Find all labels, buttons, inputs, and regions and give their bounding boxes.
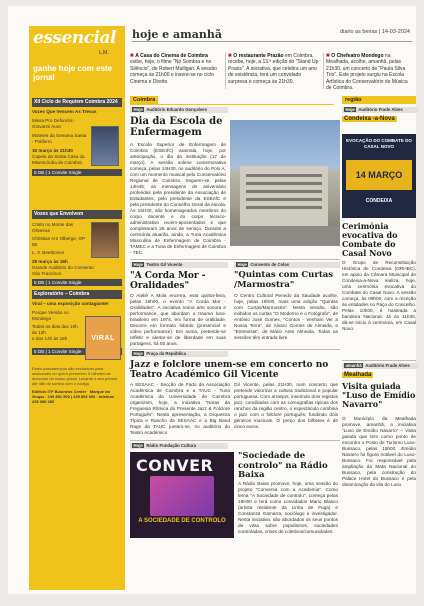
event-when: 29 março às 16h (32, 259, 68, 264)
time-tag: amanhã (345, 363, 362, 368)
article-body-left: A SESAAC - Secção de Fado da Associação Académica de Coimbra e a TAUC - Tuna Académica da Universidade de Coimbra organizam, hoje, a iniciativa "Notas da Freguesia Rítmica do Presente Jazz & Folclore Português". Nesta apresentação, a Orquestra Típica e Rancho da SESAAC e a Big Band Rags da TAUC juntam-se, no auditório do Teatro Académico (130, 382, 230, 435)
poster-title: CONVER (136, 456, 214, 475)
teaser-separator (323, 53, 324, 89)
poster-graphic (150, 476, 214, 516)
event-when: 16 março às 21h30 (32, 148, 73, 153)
coimbra-section-bar (130, 96, 334, 104)
header-rule (132, 41, 412, 42)
location-tag: Mealhada (344, 372, 372, 378)
list-item: e das 14h às 18h (32, 336, 68, 341)
list-item: Porque Versão no Mondego (32, 310, 69, 321)
article-label (130, 262, 228, 268)
poster-subtitle: A SOCIEDADE DE CONTROLO (138, 518, 226, 524)
article-title: Jazz e folclore unem-se em concerto no Teatro Académico Gil Vicente (130, 360, 329, 380)
poster-date-block (346, 160, 412, 190)
list-item: Motetes da Semana Santa - Poliferro (32, 133, 87, 144)
time-tag: Hoje (133, 262, 143, 267)
masthead-tagline: ganhe hoje com este jornal (33, 64, 113, 82)
venue-tag: Auditório Frade Alves (365, 363, 410, 368)
page-title: hoje e amanhã (132, 28, 222, 41)
teaser-lead: O Chefeatro Mondego (331, 53, 384, 59)
article-label (130, 443, 228, 449)
time-tag: Hoje (237, 262, 247, 267)
teaser-separator (225, 53, 226, 89)
teaser-1: ■ A Casa do Cinema de Coimbra exibe, hoje, o filme "No Sombra e no Silêncio", de Robert Mulligan. A sessão começa às 21h00 e insere-se no ciclo Cinema e Direito. (130, 53, 217, 85)
article-body: O Grupo de Reconstituição Histórica de Condeixa (GRHBC), em apoio da Câmara Municipal de Condeixa-a-Nova realiza, hoje, uma cerimónia evocativa do Combate do Casal Novo. A sessão começa, às 09h00, com a receção às entidades no Paço do Concelho. Pelas 10h00, é hasteada a bandeira Nacional. Já às 11h30, dá-se início à cerimónia, em Casal Novo. (342, 260, 417, 331)
discount-strip: 5 DB | 1 Convite Single (32, 279, 122, 286)
event-where: Grande Auditório do Convento São Francisco (32, 265, 94, 276)
section-title: Exploratório – Coimbra (32, 290, 122, 299)
article-body-right: Gil Vicente, pelas 21H30, num concerto que pretende valorizar a cultura tradicional e popular portuguesa. Com arranjos, inserindo dois registos jazz, conciliados com as coreografias típicas dos ranchos da região centro, o espectáculo combina o jazz com o folclore português, fundindo dois géneros musicais. O preço dos bilhetes é de cinco euros. (234, 382, 338, 429)
venue-tag: Auditório Eduardo Gonçalves (146, 107, 207, 112)
coimbra-section-label: Coimbra (130, 96, 158, 104)
column-rule (130, 259, 340, 260)
requiem-thumbnail (91, 126, 119, 166)
time-tag: Hoje (133, 443, 143, 448)
teaser-text: na Mealhada, acolhe, amanhã, pelas 21h30, um concerto de "Paula Silva Trio". Este projeto surgiu na Escola Artística do Conservatório de Música de Coimbra. (326, 53, 408, 92)
column-rule (130, 349, 340, 350)
discount-strip: 5 DB | 1 Convite Single (32, 169, 122, 176)
teaser-2: ■ O restaurante Prazão em Coimbra, recebe, hoje, a 13.ª edição do "Stand Up Praxis". A iniciativa, que celebra um ano de existência, terá um convidado surpresa e começa às 21h30. (228, 53, 319, 85)
venue-tag: Rádio Fundação Cultura (146, 443, 196, 448)
column-rule (342, 360, 416, 361)
article-body: A Rádio Baixa promove, hoje, uma sessão do projeto "Conversa com a Academia". Como tema "A Sociedade de controlo", começa pelas 18H00 e terá como convidados Mario Blasco (artista residente da Linha de Fuga) e Constanza Gamarra, sociólogo e investigador. Nesta iniciativa, são abordados os seus pontos de vista sobre populismos, sociedades controladas, crises de coletivos/comunidades. (238, 481, 338, 534)
time-tag: Hoje (345, 107, 355, 112)
venue-tag: Convento de Celas (250, 262, 289, 267)
event-where: Capela da Santa Casa da Misericórdia de Coimbra (32, 154, 85, 165)
poster-line: EVOCAÇÃO DO COMBATE DO CASAL NOVO (346, 138, 412, 149)
teaser-text: exibe, hoje, o filme "No Sombra e no Silêncio", de Robert Mulligan. A sessão começa às 21h00 e insere-se no ciclo Cinema e Direito. (130, 59, 217, 85)
time-tag: Hoje (133, 107, 143, 112)
column-rule (130, 440, 340, 441)
list-item: Cristo no Monte das Oliveiras (32, 222, 74, 233)
venue-tag: Praça da República (146, 351, 186, 356)
date-line: diario as beiras | 14-03-2024 (340, 29, 410, 35)
article-label (342, 363, 418, 369)
article-body: O Ateliê A Mola encerra, esta quinta-feira, pelas 19h00, o evento "A Corda Mor - Oralidades". A iniciativa reúne arte sonora e performance, que abordam o trauma luso-brasileiro em 1974, em forma de oralidade. Decorre em formato hibrido (presencial e vídeo performance). Em suma, pretende-se refletir e alertar-se de liberdade em suas portagens, há 50 anos. (130, 293, 226, 346)
article-title: Dia da Escola de Enfermagem (130, 116, 223, 138)
sidebar-footer (32, 366, 122, 404)
article-label (130, 107, 228, 113)
venue-tag: Teatro Gil Vicente (146, 262, 183, 267)
regiao-section-label: região (342, 96, 416, 104)
section-rule (130, 104, 334, 105)
discount-strip: 5 DB | 1 Convite Single (32, 348, 122, 355)
teaser-lead: A Casa do Cinema de Coimbra (135, 53, 208, 59)
section-subtitle: Viral – uma exposição contagiante! (32, 301, 109, 306)
footer-note: Estes passatempos são exclusivos para assinantes ou quem preencher 5 bilhetes de desconto do nosso jornal. Levante o seu prémio até 48h do sorteio com o código. (32, 366, 118, 386)
article-title: "Sociedade de controlo" na Rádio Baixa (238, 451, 328, 480)
article-body: O Centro Cultural Penedo da Saudade acolhe, hoje, pelas 18h00, mais uma edição "Quintas com Curtas/Marmostra". Nesta sessão, são exibidos os curtas "O Moderno e o Fotógrafo", de António José Gomes, "Contos - Venham Ver a Nossa Terra", de Álvaro Gomes de Almeida, e "Entrevista", de Mário Ares Almeida. Todas as sessões têm entrada livre. (234, 293, 338, 340)
time-tag: Hoje (133, 351, 143, 356)
escola-enfermagem-photo (230, 120, 340, 246)
article-body: O Município da Mealhada promove, amanhã, a iniciativa "Luso de Emídio Navarro" – visita guiada que tem como ponto de encontro o Posto de Turismo Luso-Bussaco, pelas 15h00. Emídio Navarro foi figura notável do Luso-Bussaco. Foi responsável pela ampliação da Mata Nacional do Bussaco, pela construção do Palace Hotel do Bussaco e pela dinamização da vila do Luso. (342, 416, 416, 487)
list-item: Christian Arn Olberge, OP 85 (32, 236, 86, 247)
viral-poster (85, 316, 121, 360)
teaser-3: ■ O Chefeatro Mondego na Mealhada, acolhe, amanhã, pelas 21h30, um concerto de "Paula Silva Trio". Este projeto surgiu na Escola Artística do Conservatório de Música de Coimbra. (326, 53, 408, 92)
masthead-initials: L.M. (99, 50, 109, 56)
teaser-lead: O restaurante Prazão (233, 53, 284, 59)
section-subtitle: Vozes Que Vencem As Trevas (32, 109, 97, 114)
conversa-poster (130, 452, 234, 538)
ground-shape (230, 226, 340, 246)
page-header (126, 26, 416, 42)
venue-tag: Auditório Frade Alves (358, 107, 403, 112)
location-tag: Condeixa -a-Nova (344, 116, 395, 122)
sidebar (29, 26, 125, 590)
article-title: Visita guiada "Luso de Emídio Navarro" (342, 381, 416, 409)
condeixa-poster (342, 134, 416, 218)
teasers-row (130, 53, 412, 92)
poster-line: CONDEIXA (365, 198, 393, 204)
building-windows (246, 174, 322, 177)
masthead-title: essencial (33, 28, 116, 48)
article-title: Cerimónia evocativa do Combate do Casal Novo (342, 221, 398, 258)
teaser-text: em Coimbra, recebe, hoje, a 13.ª edição do "Stand Up Praxis". A iniciativa, que celebra um ano de existência, terá um convidado surpresa e começa às 21h30. (228, 53, 319, 85)
section-title: XII Ciclo de Requiem Coimbra 2024 (32, 98, 122, 107)
newspaper-page (8, 6, 416, 594)
footer-address: Edifício ITF Business Center · Marque do Grupo · 239 851 900 | 239 853 600 · telefone 239 080 280 (32, 389, 115, 404)
article-label (342, 107, 418, 113)
article-label (130, 351, 228, 357)
vozes-thumbnail (91, 222, 119, 258)
poster-date: 14 MARÇO (355, 170, 403, 180)
article-title: "A Corda Mor - Oralidades" (130, 271, 206, 291)
list-item: Missa Pro Defunctis - Giovanni Aura (32, 118, 76, 129)
list-item: L. V. Beethoven (32, 250, 65, 255)
sidebar-masthead (29, 26, 125, 88)
article-title: "Quintas com Curtas /Marmostra" (234, 270, 334, 290)
article-label (234, 262, 340, 268)
list-item: Todos os dias das 10h às 13h (32, 324, 78, 335)
article-body: A Escola Superior de Enfermagem de Coimbra (ESEnfC) assinala, hoje, por antecipação, o dia da instituição (17 de março). A sessão solene comemorativa começa, pelas 14H30, no auditório do Polo A, com um momento musical pelo Conservatório Regional de Coimbra. Seguem-se, pelas 14H45, as mensagens de aniversário proferidas pela presidente da Associação de Estudantes, pelo presidente da ESEnfC e pela presidente do Conselho Geral da escola. Às 15H30, são homenageados membros do corpo docente e do corpo técnico-administrativo recém-aposentados e que completaram 25 anos de serviço. Durante a cerimónia atuarão, ainda, a Tuna Académica Masculina de Enfermagem de Coimbra -TAMEC e a Tuna de Enfermagem de Coimbra - TEC. (130, 142, 226, 255)
viral-poster-text: VIRAL (91, 334, 115, 342)
section-title: Vozes que Envolvem (32, 210, 122, 219)
